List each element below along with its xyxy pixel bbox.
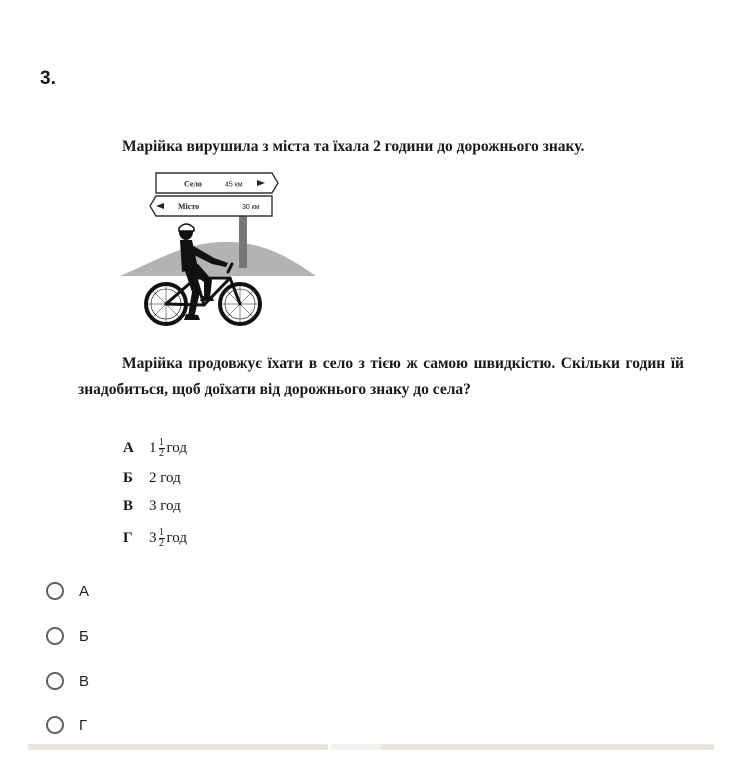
choice-label[interactable]: А [79, 582, 90, 600]
fraction-numerator: 1 [159, 527, 164, 538]
answer-option-a [123, 438, 187, 459]
fraction-numerator: 1 [159, 437, 164, 448]
answer-unit: год [166, 530, 187, 546]
choice-b[interactable] [46, 627, 89, 645]
radio-button-b[interactable] [46, 627, 64, 645]
answer-letter: Г [123, 530, 133, 546]
answer-whole: 1 [149, 440, 157, 456]
answer-unit: год [166, 440, 187, 456]
answer-text: 3 год [149, 498, 181, 514]
fraction-denominator: 2 [159, 448, 164, 459]
answer-option-d [123, 528, 187, 549]
sign-village-label: Село [184, 179, 202, 189]
choice-label[interactable]: Б [79, 627, 89, 645]
bottom-divider-mid [330, 744, 382, 750]
answer-text: 2 год [149, 470, 181, 486]
question-body: Марійка продовжує їхати в село з тією ж самою швидкістю. Скільки годин їй знадобиться, щоб доїхати від дорожнього знаку до села? [78, 355, 684, 398]
sign-city-distance: 30 км [242, 204, 260, 211]
bottom-divider-left [28, 744, 328, 750]
choice-a[interactable] [46, 582, 89, 600]
answer-whole: 3 [149, 530, 157, 546]
answer-fraction [159, 438, 165, 459]
radio-button-a[interactable] [46, 582, 64, 600]
choice-d[interactable] [46, 716, 87, 734]
answer-fraction [159, 528, 165, 549]
answer-letter: Б [123, 470, 133, 486]
radio-button-c[interactable] [46, 672, 64, 690]
choice-label[interactable]: Г [79, 716, 88, 734]
choice-label[interactable]: В [79, 672, 90, 690]
radio-button-d[interactable] [46, 716, 64, 734]
answer-option-b [123, 470, 181, 487]
answer-letter: В [123, 498, 134, 514]
sign-village-distance: 45 км [225, 181, 243, 189]
fraction-denominator: 2 [159, 538, 164, 549]
cyclist-road-sign-illustration [118, 168, 318, 338]
question-number: 3. [40, 68, 56, 89]
answer-letter: А [123, 440, 134, 456]
question-intro: Марійка вирушила з міста та їхала 2 години до дорожнього знаку. [122, 138, 585, 155]
sign-city-label: Місто [178, 202, 200, 211]
choice-c[interactable] [46, 672, 89, 690]
bottom-divider-right [382, 744, 714, 750]
answer-option-c [123, 498, 181, 515]
